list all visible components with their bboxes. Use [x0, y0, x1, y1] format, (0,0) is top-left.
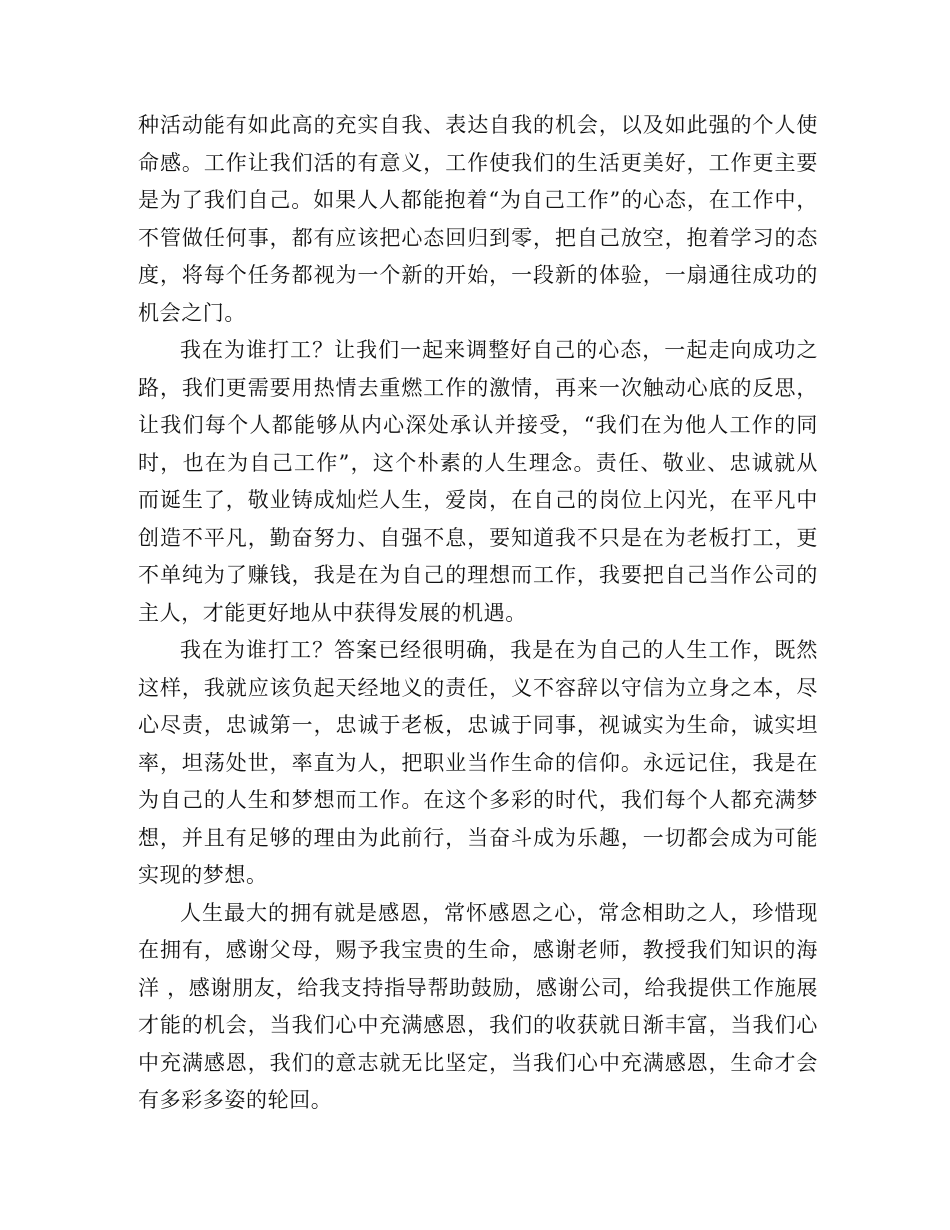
paragraph-4: 人生最大的拥有就是感恩，常怀感恩之心，常念相助之人，珍惜现在拥有，感谢父母，赐予我宝贵的生命，感谢老师，教授我们知识的海洋 ，感谢朋友，给我支持指导帮助鼓励，感谢公司，给我提供工作施展才能的机会，当我们心中充满感恩，我们的收获就日渐丰富，当我们心中充满感恩，我们的意志就无比坚定，当我们心中充满感恩，生命才会有多彩多姿的轮回。: [138, 900, 818, 1112]
paragraph-2: 我在为谁打工？让我们一起来调整好自己的心态，一起走向成功之路，我们更需要用热情去重燃工作的激情，再来一次触动心底的反思，让我们每个人都能够从内心深处承认并接受，“我们在为他人工作的同时，也在为自己工作”，这个朴素的人生理念。责任、敬业、忠诚就从而诞生了，敬业铸成灿烂人生，爱岗，在自己的岗位上闪光，在平凡中创造不平凡，勤奋努力、自强不息，要知道我不只是在为老板打工，更不单纯为了赚钱，我是在为自己的理想而工作，我要把自己当作公司的主人，才能更好地从中获得发展的机遇。: [138, 338, 818, 625]
paragraph-1: 种活动能有如此高的充实自我、表达自我的机会，以及如此强的个人使命感。工作让我们活的有意义，工作使我们的生活更美好，工作更主要是为了我们自己。如果人人都能抱着“为自己工作”的心态，在工作中，不管做任何事，都有应该把心态回归到零，把自己放空，抱着学习的态度，将每个任务都视为一个新的开始，一段新的体验，一扇通往成功的机会之门。: [138, 113, 818, 325]
paragraph-3: 我在为谁打工？答案已经很明确，我是在为自己的人生工作，既然这样，我就应该负起天经地义的责任，义不容辞以守信为立身之本，尽心尽责，忠诚第一，忠诚于老板，忠诚于同事，视诚实为生命，诚实坦率，坦荡处世，率直为人，把职业当作生命的信仰。永远记住，我是在为自己的人生和梦想而工作。在这个多彩的时代，我们每个人都充满梦想，并且有足够的理由为此前行，当奋斗成为乐趣，一切都会成为可能实现的梦想。: [138, 638, 818, 887]
document-body: [138, 107, 818, 1120]
